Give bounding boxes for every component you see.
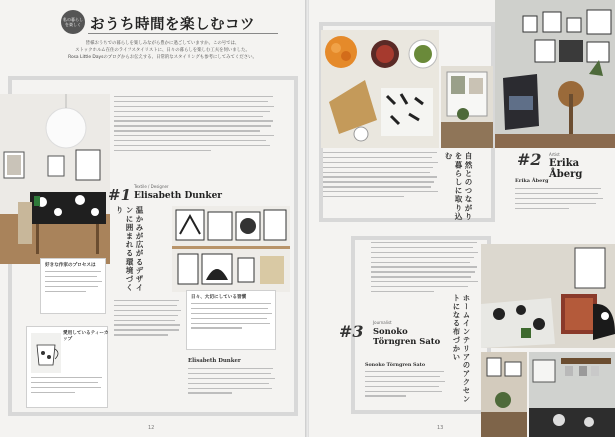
right-page [309,0,615,437]
bio-1 [188,358,278,402]
lead-line: ストックホルム在住のライフスタイリストに、日々の暮らしを楽しむ工夫を伺いました。 [75,48,250,53]
body-text-3 [323,152,439,218]
left-page [0,0,306,437]
bio-2 [515,178,607,220]
profile-3-name: Sonoko Törngren Sato [373,326,441,346]
body-text-2 [114,300,182,358]
caption-box-2 [186,290,276,350]
shelf-photo [481,352,527,437]
profile-3-number: #3 [339,322,364,341]
page-title: おうち時間を楽しむコツ [90,16,255,33]
bio-3 [365,362,449,407]
teacup-photo [31,333,61,373]
lead-text [50,40,275,61]
profile-2-number: #2 [517,150,542,169]
studio-photo [172,206,290,292]
armchair-photo [495,0,615,148]
bio-2-name: Erika Åberg [515,178,549,184]
kicker-text: 私の暮らしを楽しく [63,17,83,27]
window-photo [441,66,493,148]
sofa-photo [481,244,615,348]
lead-line: Rosa Little Daysのブログからお伝えする、日常的なスタイリングも参考にしてみてください。 [68,55,257,60]
lead-line: 皆様おうちでの暮らしを楽しみながら豊かに過ごしていますか。この号では、 [85,41,240,46]
page-number-left: 12 [148,425,155,431]
title-rule [88,33,278,34]
page-number-right: 13 [437,425,444,431]
kicker-badge [61,10,85,34]
teacup-box [26,326,108,408]
caption-1-title: 好きな作家のプロセスは [45,263,96,268]
caption-3-title: 愛用しているティーカップ [63,331,109,342]
kitchen-photo [529,352,615,437]
caption-2-title: 日々、大切にしている習慣 [191,295,247,300]
profile-3-role: Journalist [373,320,392,325]
profile-1-name: Elisabeth Dunker [134,191,223,201]
profile-2-role: Artist [549,152,560,157]
vertical-headline-3: ホームインテリアのアクセントになる布づかい [452,294,471,404]
caption-box-1 [40,258,106,314]
vertical-headline-1: 温かみが広がるデザインに囲まれる環境づくり [115,206,144,292]
living-room-photo [0,94,110,264]
bio-3-name: Sonoko Törngren Sato [365,362,426,368]
body-text-1 [114,96,276,182]
vertical-headline-2: 自然とのつながりを暮らしに取り込む [444,152,473,221]
food-photo [321,30,439,148]
profile-1-number: #1 [108,186,132,204]
profile-2-name: Erika Åberg [549,158,583,180]
profile-1-role: Textile / Designer [134,184,169,189]
bio-1-name: Elisabeth Dunker [188,358,241,364]
